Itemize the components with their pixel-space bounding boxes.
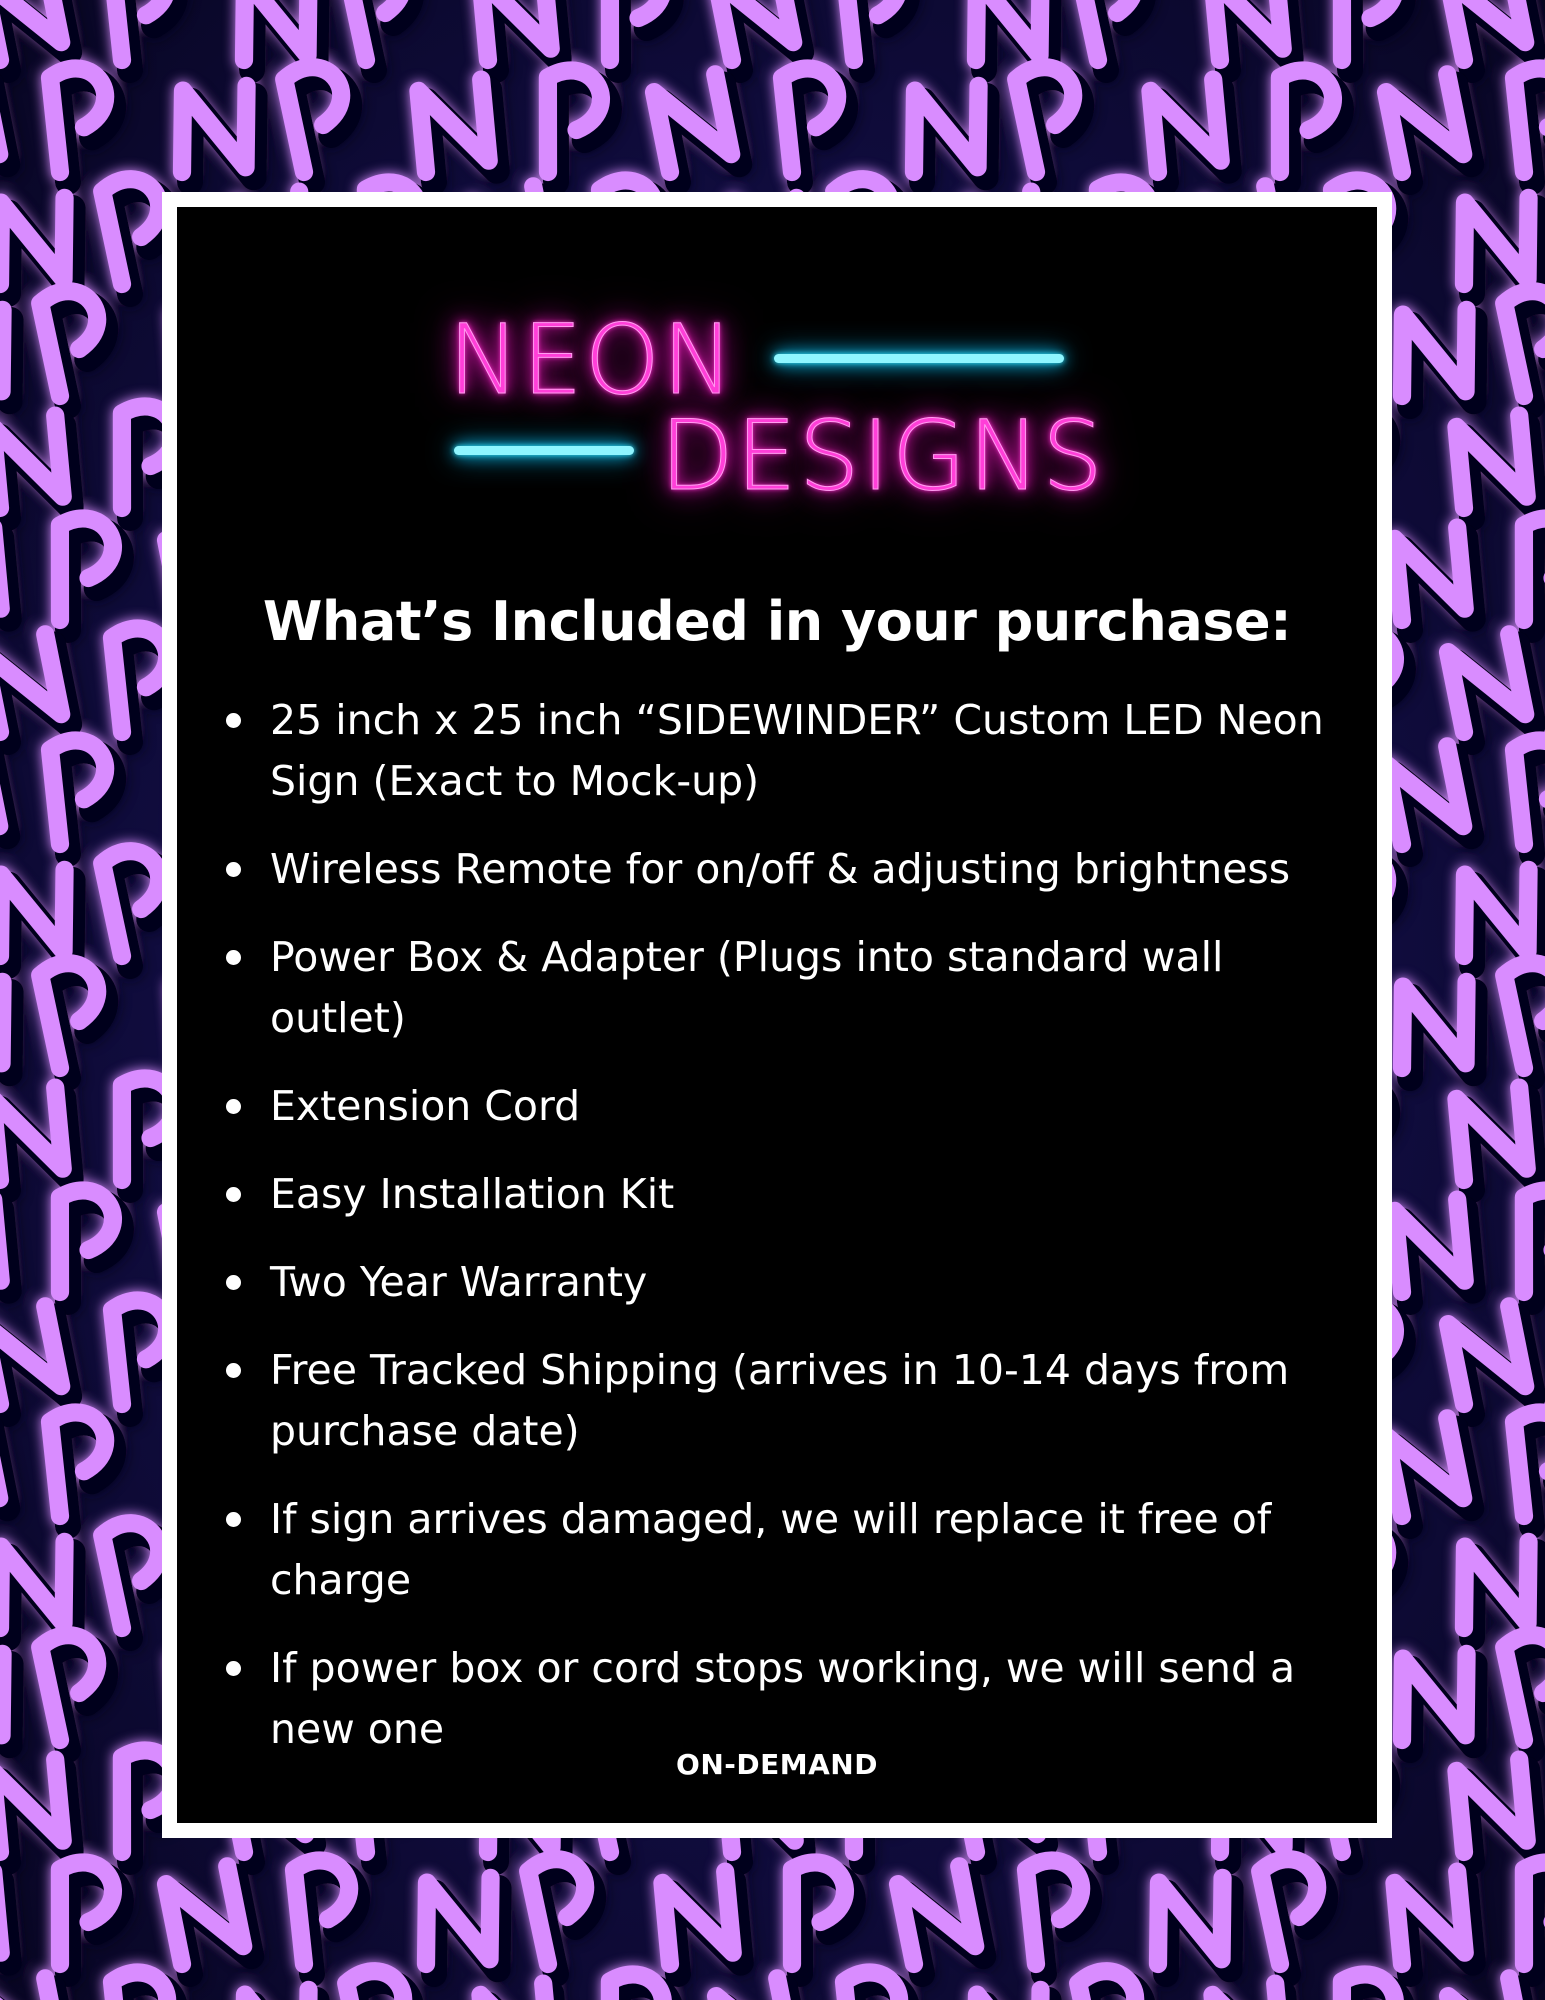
list-item xyxy=(220,1340,1360,1462)
included-items-list xyxy=(220,690,1360,1787)
list-item xyxy=(220,690,1360,812)
logo-word-designs: DESIGNS xyxy=(660,400,1105,512)
list-item-text: Two Year Warranty xyxy=(270,1258,648,1306)
list-item xyxy=(220,1638,1360,1760)
on-demand-tag: ON-DEMAND xyxy=(676,1748,878,1781)
list-item xyxy=(220,1489,1360,1611)
list-item xyxy=(220,1252,1360,1313)
list-item-text: Easy Installation Kit xyxy=(270,1170,675,1218)
logo-cyan-line-top xyxy=(774,354,1064,363)
bullet-icon xyxy=(226,1187,241,1202)
bullet-icon xyxy=(226,1512,241,1527)
neon-designs-logo xyxy=(440,300,1105,512)
list-item-text: If sign arrives damaged, we will replace it free of charge xyxy=(270,1495,1272,1604)
bullet-icon xyxy=(226,1363,241,1378)
list-item xyxy=(220,927,1360,1049)
list-item-text: Power Box & Adapter (Plugs into standard wall outlet) xyxy=(270,933,1224,1042)
list-item-text: Extension Cord xyxy=(270,1082,581,1130)
list-item-text: 25 inch x 25 inch “SIDEWINDER” Custom LED Neon Sign (Exact to Mock-up) xyxy=(270,696,1324,805)
list-item xyxy=(220,839,1360,900)
list-item-text: If power box or cord stops working, we will send a new one xyxy=(270,1644,1296,1753)
bullet-icon xyxy=(226,1275,241,1290)
list-item xyxy=(220,1164,1360,1225)
bullet-icon xyxy=(226,950,241,965)
bullet-icon xyxy=(226,1099,241,1114)
bullet-icon xyxy=(226,713,241,728)
logo-cyan-line-bottom xyxy=(454,446,634,455)
bullet-icon xyxy=(226,1661,241,1676)
list-item-text: Free Tracked Shipping (arrives in 10-14 days from purchase date) xyxy=(270,1346,1290,1455)
list-item xyxy=(220,1076,1360,1137)
logo-word-neon: NEON xyxy=(448,304,736,416)
bullet-icon xyxy=(226,862,241,877)
list-item-text: Wireless Remote for on/off & adjusting brightness xyxy=(270,845,1291,893)
included-heading: What’s Included in your purchase: xyxy=(262,590,1292,653)
